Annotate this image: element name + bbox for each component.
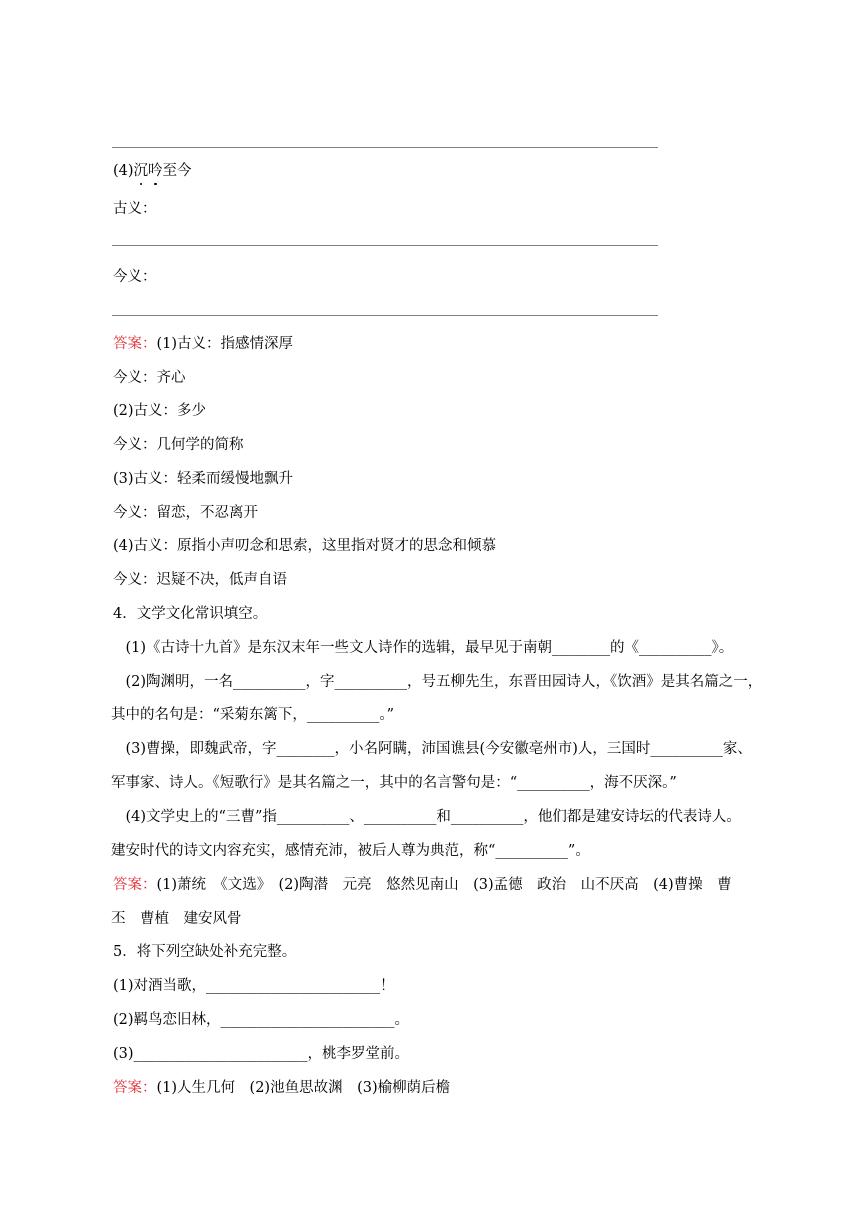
question-4-title: 4．文学文化常识填空。: [113, 606, 268, 622]
question-4-item-4: (4)文学史上的“三曹”指__________、__________和__________，他们都是建安诗坛的代表诗人。: [111, 809, 741, 825]
answer-blank-line: [112, 315, 658, 316]
modern-meaning-label: 今义：: [113, 269, 157, 285]
question-4-item-2: 其中的名句是：“采菊东篱下，__________。”: [111, 707, 395, 723]
emphasis-char: 吟: [148, 160, 163, 182]
answer-3-line: (4)古义：原指小声叨念和思索，这里指对贤才的思念和倾慕: [113, 538, 497, 554]
answer-label: 答案：: [113, 877, 157, 893]
answer-4-line: 丕 曹植 建安风骨: [111, 911, 242, 927]
answer-3-line: (2)古义：多少: [113, 403, 207, 419]
answer-3-line: 答案：(1)古义：指感情深厚: [113, 336, 294, 352]
question-4-item-1: (1)《古诗十九首》是东汉末年一些文人诗作的选辑，最早见于南朝________的《__________》。: [111, 640, 734, 656]
question-4-item-3: 军事家、诗人。《短歌行》是其名篇之一，其中的名言警句是：“__________，海不厌深。”: [111, 775, 677, 791]
question-4-item-4: 建安时代的诗文内容充实，感情充沛，被后人尊为典范，称“__________”。: [111, 843, 590, 859]
answer-3-line: 今义：几何学的简称: [113, 437, 244, 453]
answer-3-line: (3)古义：轻柔而缓慢地飘升: [113, 471, 294, 487]
question-4-item-3: (3)曹操，即魏武帝，字________，小名阿瞒，沛国谯县(今安徽亳州市)人，三国时__________家、: [111, 741, 752, 757]
emphasis-char: 沉: [134, 160, 149, 182]
question-5-item: (2)羁鸟恋旧林，________________________。: [113, 1012, 410, 1028]
question-5-item: (3)________________________，桃李罗堂前。: [113, 1046, 410, 1062]
answer-label: 答案：: [113, 1080, 157, 1096]
answer-label: 答案：: [113, 336, 157, 352]
question-4-item-2: (2)陶渊明，一名__________，字__________，号五柳先生，东晋田园诗人，《饮酒》是其名篇之一，: [111, 674, 763, 690]
item-4-heading: (4)沉吟至今: [113, 160, 192, 182]
answer-3-line: 今义：迟疑不决，低声自语: [113, 572, 287, 588]
ancient-meaning-label: 古义：: [113, 201, 157, 217]
question-5-item: (1)对酒当歌，________________________！: [113, 978, 395, 994]
answer-3-line: 今义：留恋，不忍离开: [113, 505, 258, 521]
answer-blank-line: [112, 147, 658, 148]
answer-5-line: 答案：(1)人生几何 (2)池鱼思故渊 (3)榆柳荫后檐: [113, 1080, 451, 1096]
answer-blank-line: [112, 245, 658, 246]
question-5-title: 5．将下列空缺处补充完整。: [113, 944, 297, 960]
answer-3-line: 今义：齐心: [113, 370, 186, 386]
answer-4-line: 答案：(1)萧统 《文选》 (2)陶潜 元亮 悠然见南山 (3)孟德 政治 山不厌高 (4)曹操 曹: [113, 877, 732, 893]
